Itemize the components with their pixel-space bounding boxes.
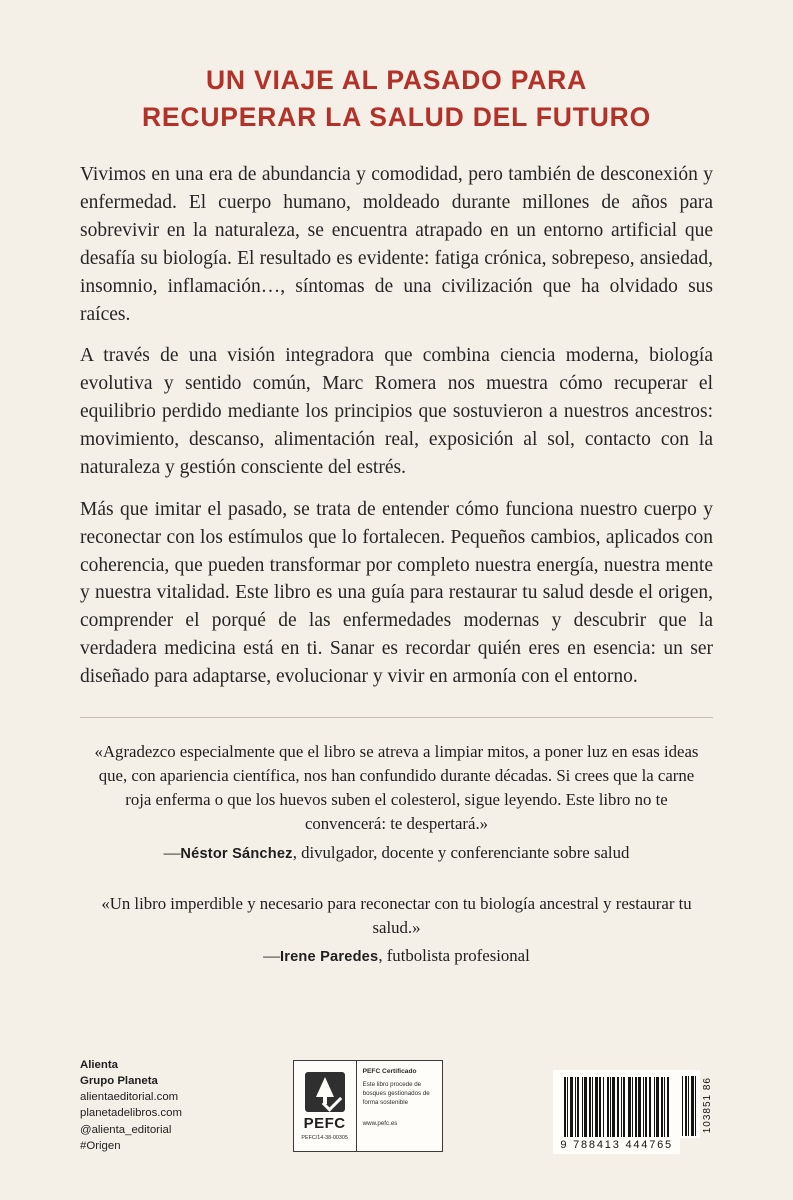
publisher-social-handle[interactable]: @alienta_editorial bbox=[80, 1123, 172, 1136]
endorsement-dash: — bbox=[163, 842, 181, 862]
pefc-title: PEFC Certificado bbox=[362, 1068, 417, 1075]
endorsements bbox=[80, 740, 713, 969]
endorsement-item bbox=[80, 892, 713, 969]
divider bbox=[80, 717, 713, 718]
isbn-barcode bbox=[553, 1070, 713, 1154]
tree-check-icon bbox=[305, 1072, 345, 1112]
blurb-paragraph: A través de una visión integradora que combina ciencia moderna, biología evolutiva y sentido común, Marc Romera nos muestra cómo recuperar el equilibrio perdido mediante los principios que sostuvieron a nuestros ancestros: movimiento, descanso, alimentación real, exposición al sol, contacto con la naturaleza y gestión consciente del estrés. bbox=[80, 345, 713, 478]
blurb-paragraph: Vivimos en una era de abundancia y comodidad, pero también de desconexión y enfermedad. El cuerpo humano, moldeado durante millones de años para sobrevivir en la naturaleza, se encuentra atrapado en un entorno artificial que desafía su biología. El resultado es evidente: fatiga crónica, sobrepeso, ansiedad, insomnio, inflamación…, síntomas de una civilización que ha olvidado sus raíces. bbox=[80, 164, 713, 325]
barcode-addon-bars bbox=[682, 1076, 696, 1136]
endorsement-role: , futbolista profesional bbox=[378, 945, 530, 965]
blurb-text bbox=[80, 161, 713, 691]
endorsement-dash: — bbox=[263, 945, 280, 965]
endorsement-role: , divulgador, docente y conferenciante sobre salud bbox=[292, 842, 630, 862]
endorsement-text: «Un libro imperdible y necesario para reconectar con tu biología ancestral y restaurar tu salud.» bbox=[101, 893, 692, 937]
publisher-brand: Alienta bbox=[80, 1058, 118, 1071]
endorsement-name: Néstor Sánchez bbox=[180, 845, 293, 862]
barcode-addon bbox=[680, 1070, 713, 1138]
endorsement-attribution bbox=[80, 943, 713, 969]
pefc-text-area bbox=[356, 1061, 442, 1151]
publisher-group: Grupo Planeta bbox=[80, 1075, 158, 1088]
headline-line-1: UN VIAJE AL PASADO PARA bbox=[205, 65, 588, 95]
endorsement-attribution bbox=[80, 840, 713, 866]
barcode-main bbox=[553, 1070, 680, 1154]
publisher-website[interactable]: alientaeditorial.com bbox=[80, 1091, 179, 1104]
endorsement-name: Irene Paredes bbox=[279, 948, 379, 965]
page-title bbox=[80, 0, 713, 135]
blurb-paragraph: Más que imitar el pasado, se trata de entender cómo funciona nuestro cuerpo y reconectar con los estímulos que lo fortalecen. Pequeños cambios, aplicados con coherencia, que pueden transformar por completo nuestra energía, nuestra mente y nuestra vitalidad. Este libro es una guía para restaurar tu salud desde el origen, comprender el porqué de las enfermedades modernas y descubrir que la verdadera medicina está en ti. Sanar es recordar quién eres en esencia: un ser diseñado para adaptarse, evolucionar y vivir en armonía con el entorno. bbox=[80, 498, 713, 687]
pefc-wordmark: PEFC bbox=[303, 1115, 346, 1132]
pefc-url[interactable]: www.pefc.es bbox=[362, 1119, 398, 1127]
endorsement-item bbox=[80, 740, 713, 866]
endorsement-text: «Agradezco especialmente que el libro se atreva a limpiar mitos, a poner luz en esas ideas que, con apariencia científica, nos han confundido durante décadas. Si crees que la carne roja enferma o que los huevos suben el colesterol, sigue leyendo. Este libro no te convencerá: te despertará.» bbox=[94, 741, 699, 834]
barcode-bars bbox=[564, 1077, 669, 1137]
barcode-addon-bars-area bbox=[680, 1070, 700, 1138]
barcode-addon-digits: 103851 86 bbox=[701, 1076, 713, 1134]
pefc-logo-mark-area bbox=[294, 1061, 356, 1151]
pefc-certification-logo bbox=[293, 1060, 443, 1152]
publisher-hashtag[interactable]: #Origen bbox=[80, 1139, 121, 1152]
publisher-catalog-site[interactable]: planetadelibros.com bbox=[80, 1107, 182, 1120]
footer bbox=[80, 1057, 713, 1154]
pefc-description: Este libro procede de bosques gestionados de forma sostenible bbox=[362, 1081, 430, 1106]
headline-line-2: RECUPERAR LA SALUD DEL FUTURO bbox=[141, 101, 652, 132]
pefc-code: PEFC/14-38-00305 bbox=[301, 1135, 348, 1141]
barcode-digits: 9 788413 444765 bbox=[560, 1139, 673, 1151]
publisher-info bbox=[80, 1057, 182, 1154]
